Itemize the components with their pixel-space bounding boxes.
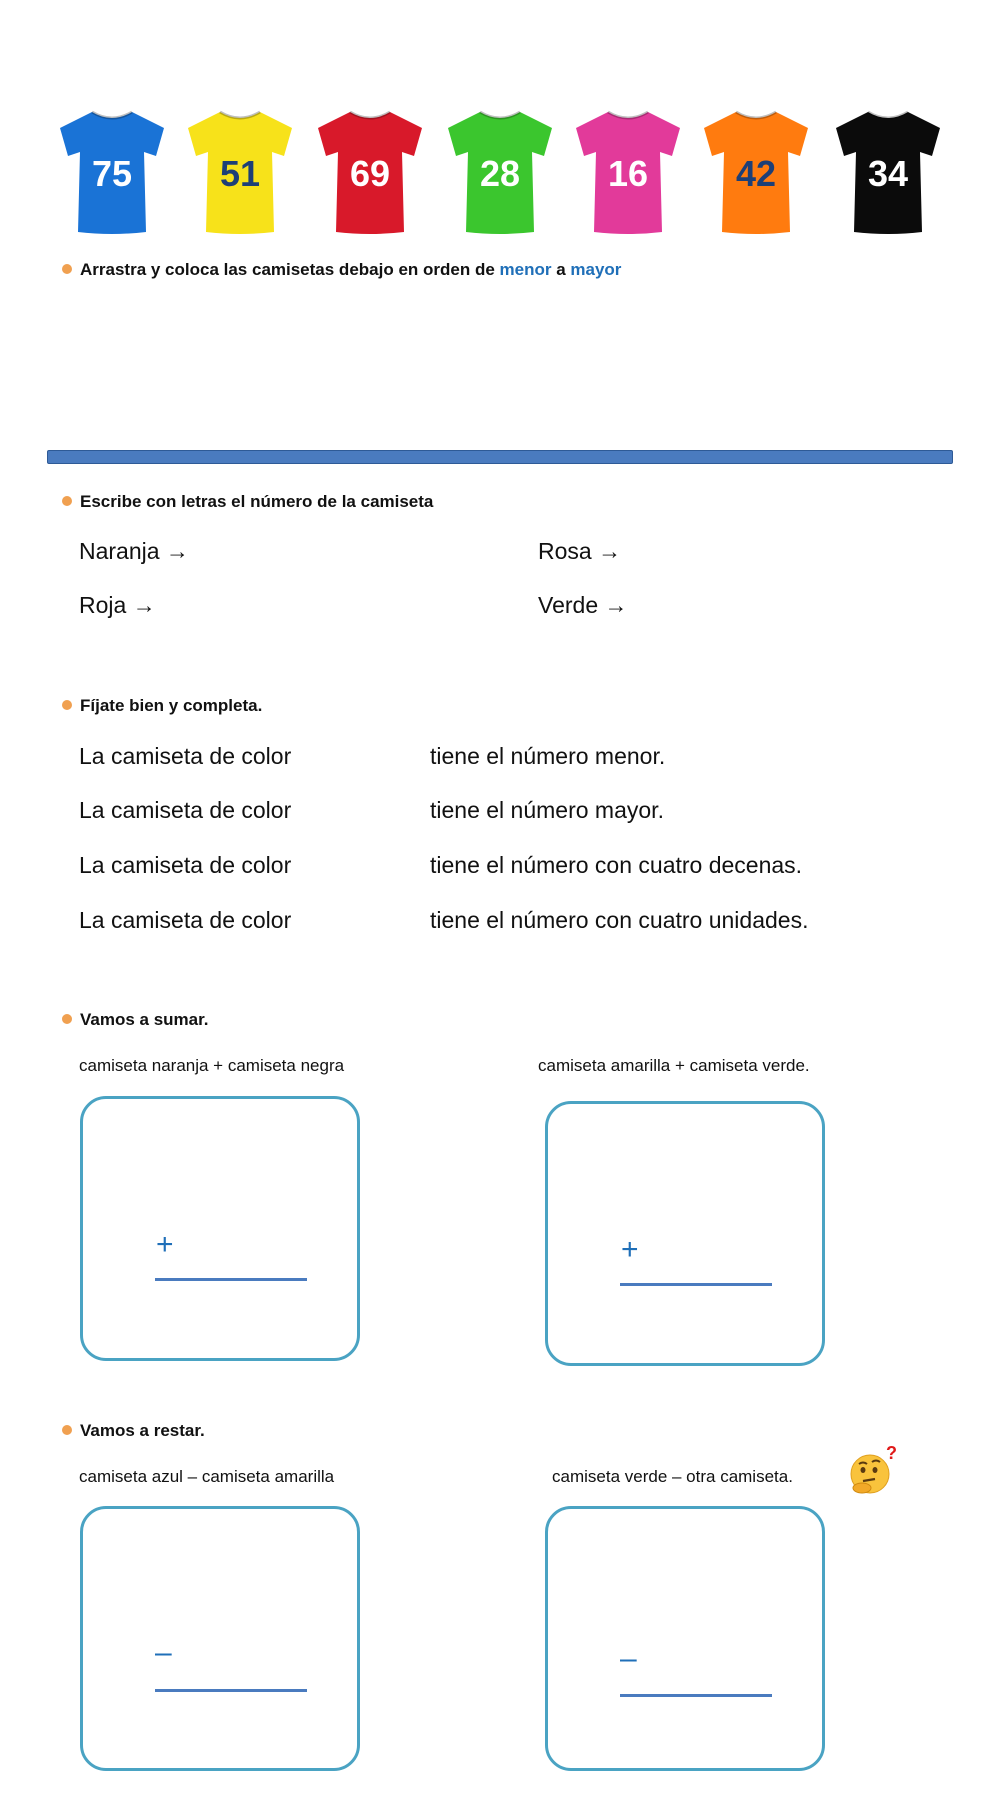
tshirt-shape	[568, 108, 688, 236]
tshirt-shape	[310, 108, 430, 236]
label-roja: Roja →	[79, 592, 156, 618]
tshirt-number: 42	[735, 153, 777, 194]
subtract-instruction: Vamos a restar.	[62, 1421, 205, 1441]
label-rosa: Rosa →	[538, 538, 622, 564]
tshirt-number: 51	[219, 153, 261, 194]
svg-text:?: ?	[886, 1446, 897, 1463]
tshirt-black[interactable]	[828, 108, 948, 236]
answer-line	[155, 1278, 307, 1281]
tshirt-orange[interactable]	[696, 108, 816, 236]
sentence-suffix: tiene el número menor.	[430, 743, 666, 769]
label-naranja: Naranja →	[79, 538, 189, 564]
subtract-right-label: camiseta verde – otra camiseta.	[552, 1467, 793, 1486]
tshirt-number: 69	[349, 153, 391, 194]
tshirt-number: 28	[479, 153, 521, 194]
answer-line	[620, 1694, 772, 1697]
sentence-prefix: La camiseta de color	[79, 797, 292, 823]
tshirt-shape	[440, 108, 560, 236]
sentence-prefix: La camiseta de color	[79, 852, 292, 878]
subtract-box-right[interactable]	[545, 1506, 825, 1771]
tshirt-number: 75	[91, 153, 133, 194]
thinking-face-icon	[848, 1446, 898, 1496]
tshirt-shape	[180, 108, 300, 236]
word-mayor: mayor	[570, 260, 622, 279]
subtract-left-label: camiseta azul – camiseta amarilla	[79, 1467, 335, 1486]
subtract-box-left[interactable]	[80, 1506, 360, 1771]
plus-sign: +	[156, 1228, 174, 1261]
minus-sign: –	[620, 1642, 637, 1675]
add-box-left[interactable]	[80, 1096, 360, 1361]
sentence-prefix: La camiseta de color	[79, 743, 292, 769]
divider-bar	[47, 450, 953, 464]
word-menor: menor	[499, 260, 552, 279]
complete-instruction: Fíjate bien y completa.	[62, 696, 262, 716]
sentence-prefix: La camiseta de color	[79, 907, 292, 933]
sentence-suffix: tiene el número mayor.	[430, 797, 664, 823]
bullet-icon	[62, 1425, 72, 1435]
tshirt-blue[interactable]	[52, 108, 172, 236]
tshirt-red[interactable]	[310, 108, 430, 236]
drag-instruction: Arrastra y coloca las camisetas debajo en orden de menor a mayor	[62, 260, 621, 280]
bullet-icon	[62, 496, 72, 506]
sentence-suffix: tiene el número con cuatro decenas.	[430, 852, 803, 878]
tshirt-yellow[interactable]	[180, 108, 300, 236]
bullet-icon	[62, 700, 72, 710]
tshirt-green[interactable]	[440, 108, 560, 236]
drop-zone[interactable]	[47, 300, 951, 440]
tshirt-shape	[828, 108, 948, 236]
tshirt-shape	[52, 108, 172, 236]
bullet-icon	[62, 1014, 72, 1024]
answer-line	[155, 1689, 307, 1692]
bullet-icon	[62, 264, 72, 274]
minus-sign: –	[155, 1636, 172, 1669]
tshirt-number: 34	[867, 153, 909, 194]
add-left-label: camiseta naranja + camiseta negra	[79, 1056, 345, 1075]
answer-line	[620, 1283, 772, 1286]
tshirt-number: 16	[607, 153, 649, 194]
add-right-label: camiseta amarilla + camiseta verde.	[538, 1056, 810, 1075]
add-instruction: Vamos a sumar.	[62, 1010, 209, 1030]
plus-sign: +	[621, 1233, 639, 1266]
label-verde: Verde →	[538, 592, 628, 618]
write-instruction: Escribe con letras el número de la camiseta	[62, 492, 433, 512]
tshirt-shape	[696, 108, 816, 236]
tshirt-pink[interactable]	[568, 108, 688, 236]
sentence-suffix: tiene el número con cuatro unidades.	[430, 907, 809, 933]
add-box-right[interactable]	[545, 1101, 825, 1366]
